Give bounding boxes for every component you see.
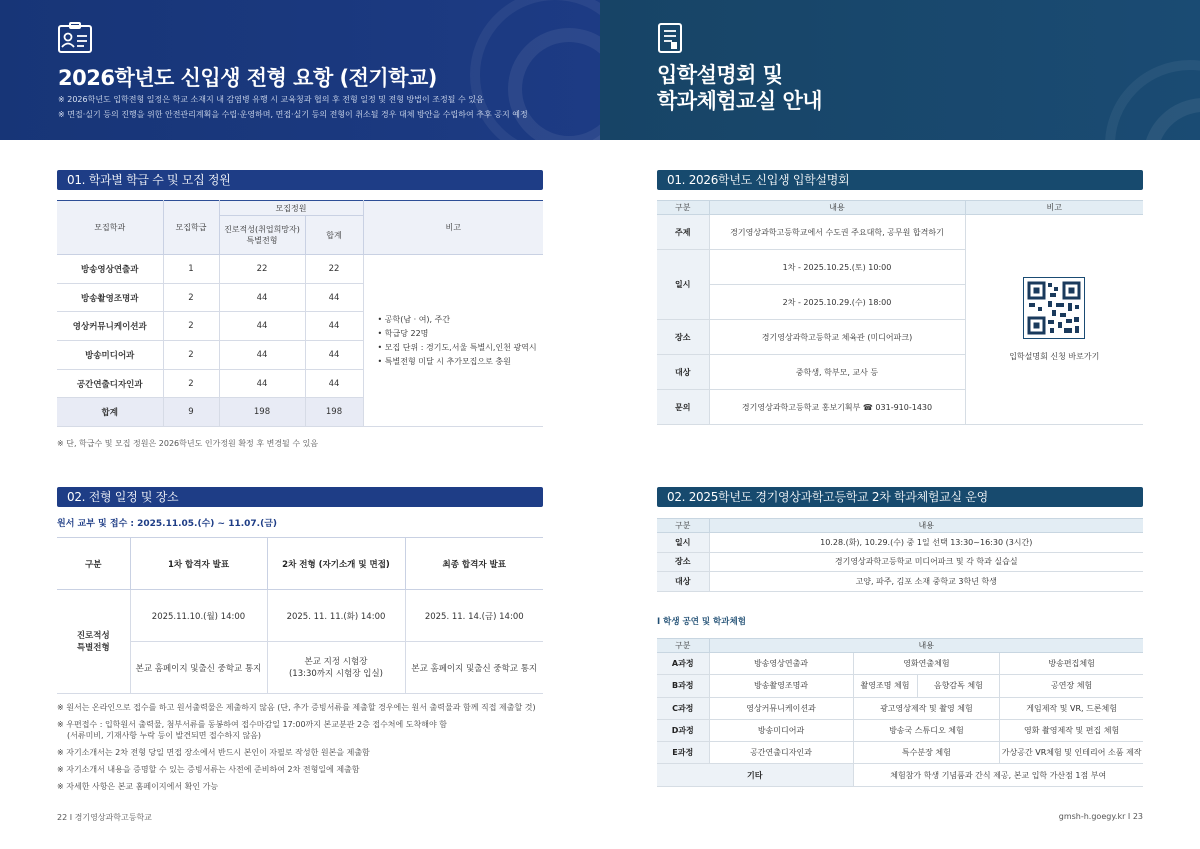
class-count: 1 bbox=[163, 255, 219, 284]
experience-table bbox=[657, 518, 1143, 592]
class-count: 2 bbox=[163, 341, 219, 370]
special-quota: 44 bbox=[219, 369, 305, 398]
page-title-line-2: 학과체험교실 안내 bbox=[657, 89, 823, 113]
row-label: 문의 bbox=[657, 390, 709, 425]
program-row bbox=[657, 675, 1143, 697]
col-classes: 모집학급 bbox=[163, 201, 219, 255]
remarks-cell bbox=[363, 255, 543, 427]
col-category: 구분 bbox=[657, 519, 709, 533]
program-activity: 광고영상제작 및 촬영 체험 bbox=[853, 697, 1000, 719]
program-label: D과정 bbox=[657, 719, 709, 741]
program-activity: 음향감독 체험 bbox=[917, 675, 1000, 697]
program-activity: 촬영조명 체험 bbox=[853, 675, 917, 697]
row-content: 고양, 파주, 김포 소재 중학교 3학년 학생 bbox=[709, 572, 1143, 592]
table-row bbox=[657, 572, 1143, 592]
row-label: 대상 bbox=[657, 572, 709, 592]
row-label: 일시 bbox=[657, 250, 709, 320]
special-quota: 44 bbox=[219, 312, 305, 341]
briefing-table bbox=[657, 200, 1143, 425]
table-row bbox=[657, 552, 1143, 572]
sum-label: 합계 bbox=[57, 398, 163, 427]
program-dept: 영상커뮤니케이션과 bbox=[709, 697, 853, 719]
program-activity: 특수분장 체험 bbox=[853, 742, 1000, 764]
header-note-2: ※ 면접·실기 등의 진행을 위한 안전관리계획을 수립·운영하며, 면접·실기 등의 전형이 취소될 경우 대체 방안을 수립하여 추후 공지 예정 bbox=[58, 110, 528, 119]
col-special-line-2: 특별전형 bbox=[246, 236, 278, 245]
first-result-date: 2025.11.10.(월) 14:00 bbox=[130, 590, 267, 642]
program-dept: 방송촬영조명과 bbox=[709, 675, 853, 697]
col-content: 내용 bbox=[709, 639, 1143, 653]
col-special-line-1: 진로적성(취업희망자) bbox=[224, 225, 300, 234]
quota-footnote: ※ 단, 학급수 및 모집 정원은 2026학년도 인가정원 확정 후 변경될 수 있음 bbox=[57, 439, 319, 448]
program-row bbox=[657, 719, 1143, 741]
program-etc-content: 체험참가 학생 기념품과 간식 제공, 본교 입학 가산점 1점 부여 bbox=[853, 764, 1143, 786]
program-label: E과정 bbox=[657, 742, 709, 764]
col-quota: 모집정원 bbox=[219, 201, 363, 216]
program-activity: 가상공간 VR체험 및 인테리어 소품 제작 bbox=[1000, 742, 1143, 764]
col-special bbox=[219, 216, 305, 255]
dept-name: 방송영상연출과 bbox=[57, 255, 163, 284]
id-card-icon bbox=[58, 22, 92, 54]
final-result-place: 본교 홈페이지 및출신 중학교 통지 bbox=[405, 642, 543, 694]
class-count: 2 bbox=[163, 283, 219, 312]
special-quota: 22 bbox=[219, 255, 305, 284]
row-label: 대상 bbox=[657, 355, 709, 390]
total-quota: 44 bbox=[305, 283, 363, 312]
col-category: 구분 bbox=[657, 201, 709, 215]
section-title-schedule: 02. 전형 일정 및 장소 bbox=[57, 487, 543, 507]
class-count: 2 bbox=[163, 312, 219, 341]
dept-name: 영상커뮤니케이션과 bbox=[57, 312, 163, 341]
row-label-line-1: 진로적성 bbox=[76, 630, 110, 641]
program-label: C과정 bbox=[657, 697, 709, 719]
footer-left-page-number: 22 I 경기영상과학고등학교 bbox=[57, 813, 152, 822]
program-activity: 영화 촬영제작 및 편집 체험 bbox=[1000, 719, 1143, 741]
class-count: 2 bbox=[163, 369, 219, 398]
program-activity: 영화연출체험 bbox=[853, 653, 1000, 675]
row-content: 경기영상과학고등학교 체육관 (미디어파크) bbox=[709, 320, 965, 355]
note-item: ※ 원서는 온라인으로 접수를 하고 원서출력물은 제출하지 않음 (단, 추가 증빙서류를 제출할 경우에는 원서 출력물과 함께 직접 제출할 것) bbox=[57, 703, 536, 712]
right-header-banner bbox=[600, 0, 1200, 140]
document-icon bbox=[657, 22, 683, 54]
row-content: 경기영상과학고등학교 미디어파크 및 각 학과 실습실 bbox=[709, 552, 1143, 572]
row-label bbox=[57, 590, 130, 694]
row-label: 장소 bbox=[657, 552, 709, 572]
row-content: 2차 - 2025.10.29.(수) 18:00 bbox=[709, 285, 965, 320]
program-dept: 공간연출디자인과 bbox=[709, 742, 853, 764]
col-remarks: 비고 bbox=[363, 201, 543, 255]
second-exam-date: 2025. 11. 11.(화) 14:00 bbox=[267, 590, 405, 642]
program-dept: 방송영상연출과 bbox=[709, 653, 853, 675]
page-title-line-1: 입학설명회 및 bbox=[657, 63, 783, 87]
row-label: 주제 bbox=[657, 215, 709, 250]
note-item: ※ 자세한 사항은 본교 홈페이지에서 확인 가능 bbox=[57, 782, 219, 791]
total-quota: 44 bbox=[305, 312, 363, 341]
school-emblem-watermark bbox=[1105, 60, 1200, 140]
col-content: 내용 bbox=[709, 519, 1143, 533]
second-exam-place bbox=[267, 642, 405, 694]
col-content: 내용 bbox=[709, 201, 965, 215]
special-quota: 44 bbox=[219, 341, 305, 370]
remark-item: • 학급당 22명 bbox=[377, 328, 429, 338]
second-exam-place-line-1: 본교 지정 시험장 bbox=[304, 656, 368, 667]
row-label: 일시 bbox=[657, 533, 709, 553]
col-category: 구분 bbox=[657, 639, 709, 653]
schedule-notes bbox=[57, 702, 547, 798]
schedule-table bbox=[57, 537, 543, 694]
sum-classes: 9 bbox=[163, 398, 219, 427]
program-dept: 방송미디어과 bbox=[709, 719, 853, 741]
col-category: 구분 bbox=[57, 538, 130, 590]
note-item: ※ 우편접수 : 입학원서 출력물, 첨부서류를 동봉하여 접수마감일 17:00까지 본교분관 2층 접수처에 도착해야 함 bbox=[57, 720, 447, 729]
program-table bbox=[657, 638, 1143, 787]
col-final-result: 최종 합격자 발표 bbox=[405, 538, 543, 590]
total-quota: 44 bbox=[305, 369, 363, 398]
qr-cell bbox=[965, 215, 1143, 425]
row-label: 장소 bbox=[657, 320, 709, 355]
remark-item: • 공학(남 · 여), 주간 bbox=[377, 314, 451, 324]
section-title-quota: 01. 학과별 학급 수 및 모집 정원 bbox=[57, 170, 543, 190]
special-quota: 44 bbox=[219, 283, 305, 312]
program-label: A과정 bbox=[657, 653, 709, 675]
row-label-line-2: 특별전형 bbox=[76, 642, 110, 653]
program-label: B과정 bbox=[657, 675, 709, 697]
quota-table bbox=[57, 200, 543, 427]
col-first-result: 1차 합격자 발표 bbox=[130, 538, 267, 590]
header-note-1: ※ 2026학년도 입학전형 일정은 학교 소재지 내 감염병 유행 시 교육청과 협의 후 전형 일정 및 전형 방법이 조정될 수 있음 bbox=[58, 95, 484, 104]
program-activity: 방송국 스튜디오 체험 bbox=[853, 719, 1000, 741]
note-item: (서류미비, 기재사항 누락 등이 발견되면 접수하지 않음) bbox=[67, 731, 262, 740]
second-exam-place-line-2: (13:30까지 시험장 입실) bbox=[288, 668, 383, 679]
table-row bbox=[657, 215, 1143, 250]
dept-name: 방송미디어과 bbox=[57, 341, 163, 370]
col-second-exam: 2차 전형 (자기소개 및 면접) bbox=[267, 538, 405, 590]
program-row bbox=[657, 742, 1143, 764]
program-row bbox=[657, 764, 1143, 786]
program-activity: 게임제작 및 VR, 드론체험 bbox=[1000, 697, 1143, 719]
program-subheading: I 학생 공연 및 학과체험 bbox=[657, 617, 746, 627]
section-title-briefing: 01. 2026학년도 신입생 입학설명회 bbox=[657, 170, 1143, 190]
qr-code-icon[interactable] bbox=[1023, 277, 1085, 339]
total-quota: 22 bbox=[305, 255, 363, 284]
footer-right-page-number: gmsh-h.goegy.kr I 23 bbox=[1058, 812, 1143, 821]
row-content: 경기영상과학고등학교 홍보기획부 ☎ 031-910-1430 bbox=[709, 390, 965, 425]
program-row bbox=[657, 653, 1143, 675]
sum-special: 198 bbox=[219, 398, 305, 427]
remark-item: • 특별전형 미달 시 추가모집으로 충원 bbox=[377, 356, 511, 366]
total-quota: 44 bbox=[305, 341, 363, 370]
row-content: 중학생, 학부모, 교사 등 bbox=[709, 355, 965, 390]
application-period: 원서 교부 및 접수 : 2025.11.05.(수) ~ 11.07.(금) bbox=[57, 519, 278, 529]
row-content: 10.28.(화), 10.29.(수) 중 1일 선택 13:30~16:30 (3시간) bbox=[709, 533, 1143, 553]
section-title-experience: 02. 2025학년도 경기영상과학고등학교 2차 학과체험교실 운영 bbox=[657, 487, 1143, 507]
program-activity: 방송편집체험 bbox=[1000, 653, 1143, 675]
program-row bbox=[657, 697, 1143, 719]
remark-item: • 모집 단위 : 경기도,서울 특별시,인천 광역시 bbox=[377, 342, 537, 352]
col-total: 합계 bbox=[305, 216, 363, 255]
first-result-place: 본교 홈페이지 및출신 중학교 통지 bbox=[130, 642, 267, 694]
program-label: 기타 bbox=[657, 764, 853, 786]
program-activity: 공연장 체험 bbox=[1000, 675, 1143, 697]
table-row bbox=[657, 533, 1143, 553]
dept-name: 방송촬영조명과 bbox=[57, 283, 163, 312]
col-remarks: 비고 bbox=[965, 201, 1143, 215]
row-content: 경기영상과학고등학교에서 수도권 주요대학, 공무원 합격하기 bbox=[709, 215, 965, 250]
row-content: 1차 - 2025.10.25.(토) 10:00 bbox=[709, 250, 965, 285]
note-item: ※ 자기소개서 내용을 증명할 수 있는 증빙서류는 사전에 준비하여 2차 전형일에 제출함 bbox=[57, 765, 360, 774]
briefing-signup-link[interactable]: 입학설명회 신청 바로가기 bbox=[1009, 352, 1100, 361]
left-header-banner bbox=[0, 0, 600, 140]
sum-total: 198 bbox=[305, 398, 363, 427]
note-item: ※ 자기소개서는 2차 전형 당일 면접 장소에서 반드시 본인이 자필로 작성한 원본을 제출함 bbox=[57, 748, 370, 757]
table-row bbox=[57, 255, 543, 284]
dept-name: 공간연출디자인과 bbox=[57, 369, 163, 398]
page-title: 2026학년도 신입생 전형 요항 (전기학교) bbox=[58, 66, 437, 90]
final-result-date: 2025. 11. 14.(금) 14:00 bbox=[405, 590, 543, 642]
col-dept: 모집학과 bbox=[57, 201, 163, 255]
